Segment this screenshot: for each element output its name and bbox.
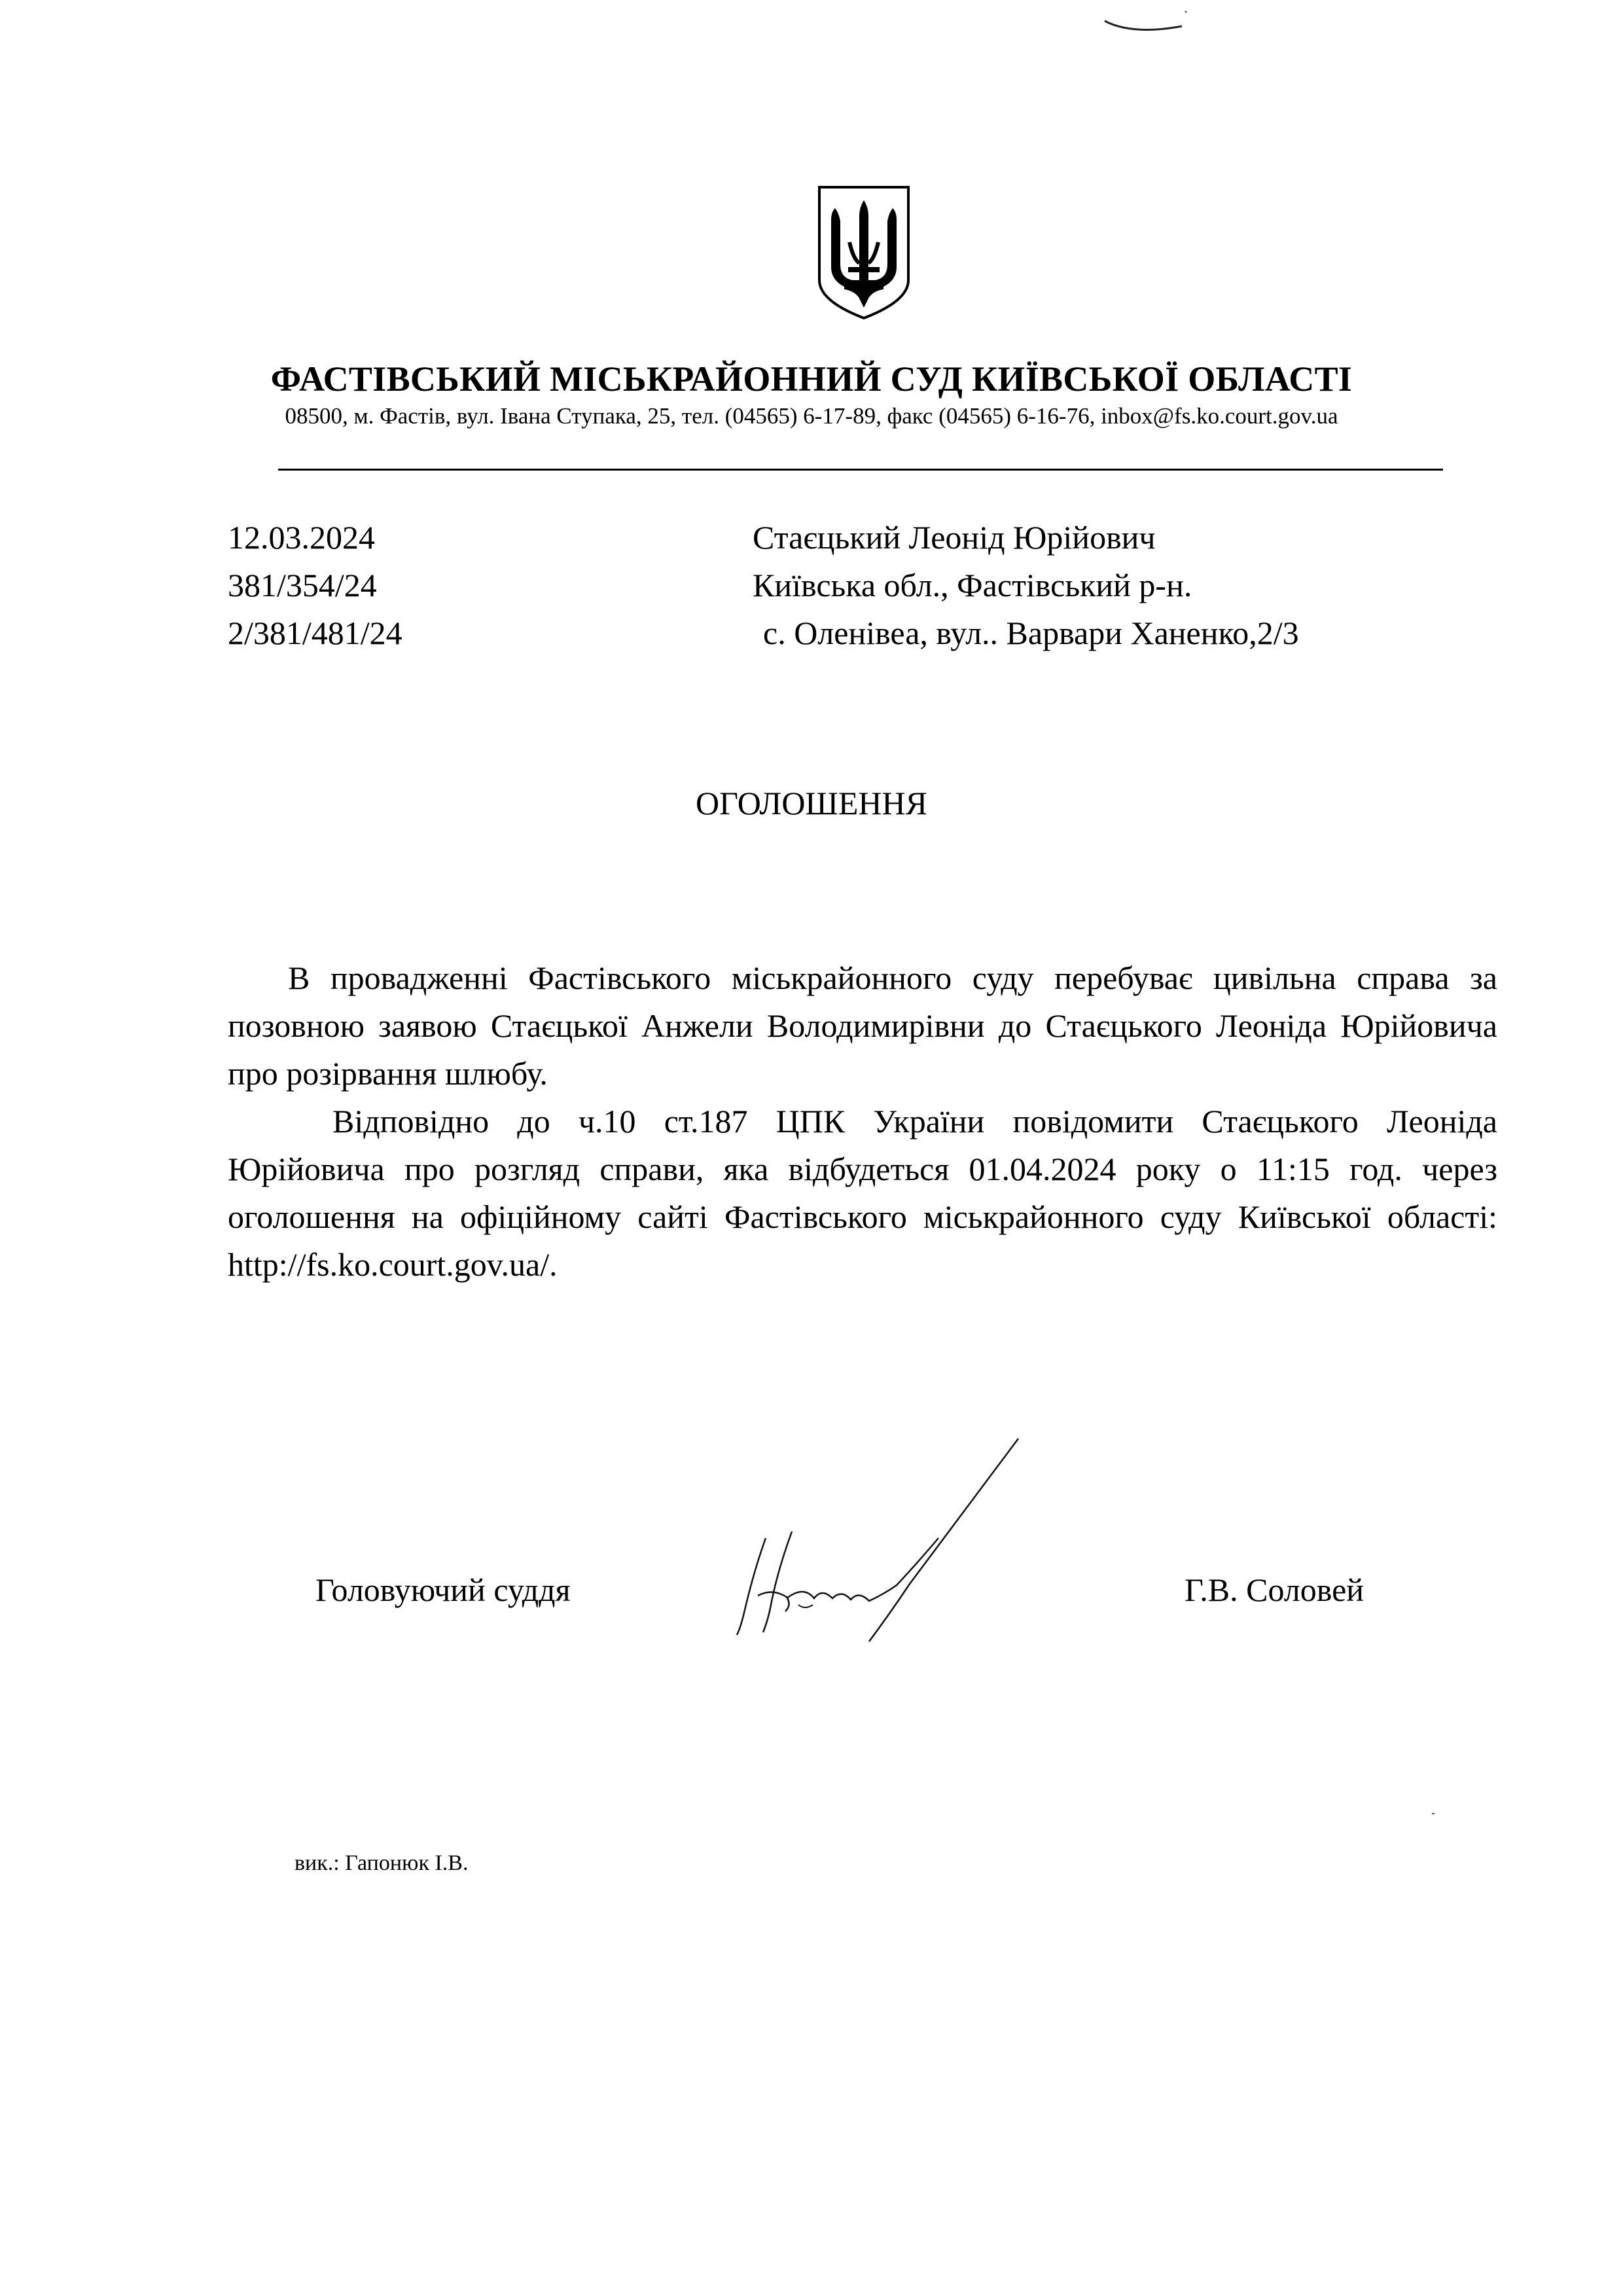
addressee-region: Київська обл., Фастівський р-н. xyxy=(753,567,1192,603)
signer-role: Головуючий суддя xyxy=(315,1571,571,1608)
reference-number-1: 381/354/24 xyxy=(228,567,377,603)
document-title: ОГОЛОШЕННЯ xyxy=(696,785,927,821)
executor-note: вик.: Гапонюк І.В. xyxy=(294,1851,469,1875)
reference-date: 12.03.2024 xyxy=(228,519,375,556)
header-divider xyxy=(278,469,1443,471)
handwritten-signature-icon xyxy=(694,1433,1034,1656)
scan-speck xyxy=(1432,1813,1435,1814)
body-paragraph-1: В провадженні Фастівського міськрайонного суду перебуває цивільна справа за позовною заявою Стаєцької Анжели Володимирівни до Стаєцького Леоніда Юрійовича про розірвання шлюбу. xyxy=(228,960,1497,1092)
reference-number-2: 2/381/481/24 xyxy=(228,615,402,651)
addressee-name: Стаєцький Леонід Юрійович xyxy=(753,519,1156,556)
coat-of-arms-icon xyxy=(812,182,916,323)
signer-name: Г.В. Соловей xyxy=(1185,1571,1364,1608)
court-address: 08500, м. Фастів, вул. Івана Ступака, 25, тел. (04565) 6-17-89, факс (04565) 6-16-76, inbox@fs.ko.court.gov.ua xyxy=(285,403,1338,429)
body-paragraph-2: Відповідно до ч.10 ст.187 ЦПК України повідомити Стаєцького Леоніда Юрійовича про розгляд справи, яка відбудеться 01.04.2024 року о 11:15 год. через оголошення на офіційному сайті Фастівського міськрайонного суду Київської області: http://fs.ko.court.gov.ua/. xyxy=(228,1103,1497,1283)
court-name: ФАСТІВСЬКИЙ МІСЬКРАЙОННИЙ СУД КИЇВСЬКОЇ ОБЛАСТІ xyxy=(270,359,1353,399)
addressee-street: с. Оленівеа, вул.. Варвари Ханенко,2/3 xyxy=(763,615,1299,651)
scan-mark-icon xyxy=(1099,7,1191,39)
